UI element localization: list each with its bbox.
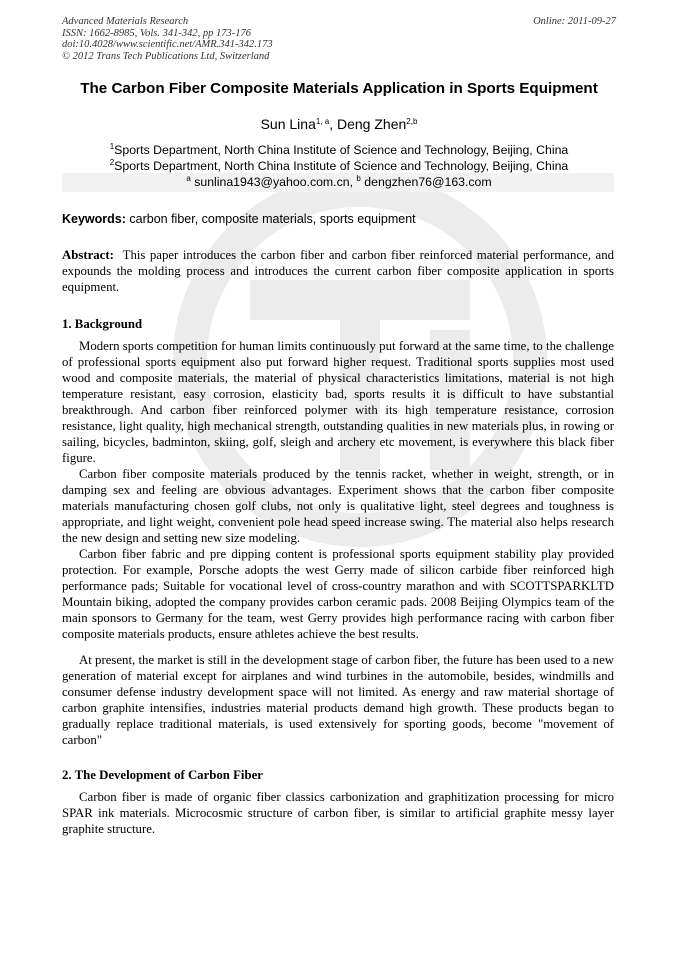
paragraph: Carbon fiber composite materials produced by the tennis racket, whether in weight, strength, or in damping sex and feeling are obvious advantages. Experiment shows that the carbon fiber composite materials manufacturing chosen golf clubs, not only is qualitative light, steel degrees and toughness is appropriate, and light weight, convenient pole head speed increase swing. The material also helps research the new design and setting new size modeling.	[62, 467, 614, 545]
email-a[interactable]: sunlina1943@yahoo.com.cn,	[194, 175, 353, 189]
author-name: Sun Lina	[260, 116, 316, 132]
section-heading-background: 1. Background	[62, 317, 143, 331]
abstract-label: Abstract:	[62, 248, 114, 262]
email-marker: b	[356, 174, 361, 183]
journal-name: Advanced Materials Research	[62, 16, 189, 27]
affiliation-text: Sports Department, North China Institute of Science and Technology, Beijing, China	[114, 159, 569, 173]
keywords-line	[62, 212, 614, 226]
online-date: Online: 2011-09-27	[533, 16, 616, 27]
author-separator: ,	[329, 116, 337, 132]
paragraph: At present, the market is still in the development stage of carbon fiber, the future has been used to a new generation of material except for airplanes and wind turbines in the automobile, besides, windmills and consumer defense industry development space will not limited. As energy and raw material shortage of carbon graphite intensifies, industries material products demand high growth. These products began to gradually replace traditional materials, is used extensively for sporting goods, become "movement of carbon"	[62, 653, 614, 747]
abstract-text: This paper introduces the carbon fiber and carbon fiber reinforced material performance, and expounds the molding process and introduces the current carbon fiber composite application in sports equipment.	[62, 248, 614, 294]
keywords-text: carbon fiber, composite materials, sports equipment	[129, 212, 416, 226]
affiliation	[40, 159, 638, 173]
email-marker: a	[186, 174, 191, 183]
affiliation-number: 2	[109, 158, 115, 167]
author-line	[40, 116, 638, 132]
paper-title: The Carbon Fiber Composite Materials Application in Sports Equipment	[80, 80, 598, 97]
paragraph: Modern sports competition for human limits continuously put forward at the same time, to the challenge of professional sports equipment also put forward higher request. Traditional sports supplies most used wood and composite materials, the material of physical characteristics limitations, material is not high temperature resistant, easy corrosion, elasticity bad, sports results it is difficult to have substantial breakthrough. And carbon fiber reinforced polymer with its high temperature resistance, corrosion resistance, light quality, high mechanical strength, outstanding qualities in new materials plus, in rowing or sailing, bicycles, badminton, skiing, golf, sleigh and archery etc movement, is everywhere this black fiber figure.	[62, 339, 614, 465]
keywords-label: Keywords:	[62, 212, 126, 226]
section-heading-development: 2. The Development of Carbon Fiber	[62, 768, 263, 782]
author-superscript: 1, a	[315, 117, 330, 126]
email-b[interactable]: dengzhen76@163.com	[364, 175, 492, 189]
author-name: Deng Zhen	[337, 116, 407, 132]
copyright-line: © 2012 Trans Tech Publications Ltd, Switzerland	[62, 50, 270, 62]
issn-line: ISSN: 1662-8985, Vols. 341-342, pp 173-176	[62, 27, 251, 39]
doi-line: doi:10.4028/www.scientific.net/AMR.341-342.173	[62, 39, 273, 50]
author-superscript: 2,b	[406, 117, 418, 126]
abstract	[62, 247, 614, 295]
affiliation	[40, 143, 638, 157]
email-line	[40, 175, 638, 189]
paragraph: Carbon fiber is made of organic fiber classics carbonization and graphitization processing for micro SPAR ink materials. Microcosmic structure of carbon fiber, is similar to artificial graphite messy layer graphite structure.	[62, 790, 614, 836]
affiliation-number: 1	[109, 142, 115, 151]
affiliation-text: Sports Department, North China Institute of Science and Technology, Beijing, China	[114, 143, 569, 157]
journal-header	[62, 16, 273, 62]
paragraph: Carbon fiber fabric and pre dipping content is professional sports equipment stability play provided protection. For example, Porsche adopts the west Gerry made of silicon carbide fiber reinforced high performance pads; Suitable for vocational level of cross-country marathon and with SCOTTSPARKLTD Mountain biking, adopted the company provides carbon ceramic pads. 2008 Beijing Olympics team of the main sponsors to Germany for the team, west Gerry provides high performance racing with carbon fiber composite materials products, ensure athletes achieve the best results.	[62, 547, 614, 641]
